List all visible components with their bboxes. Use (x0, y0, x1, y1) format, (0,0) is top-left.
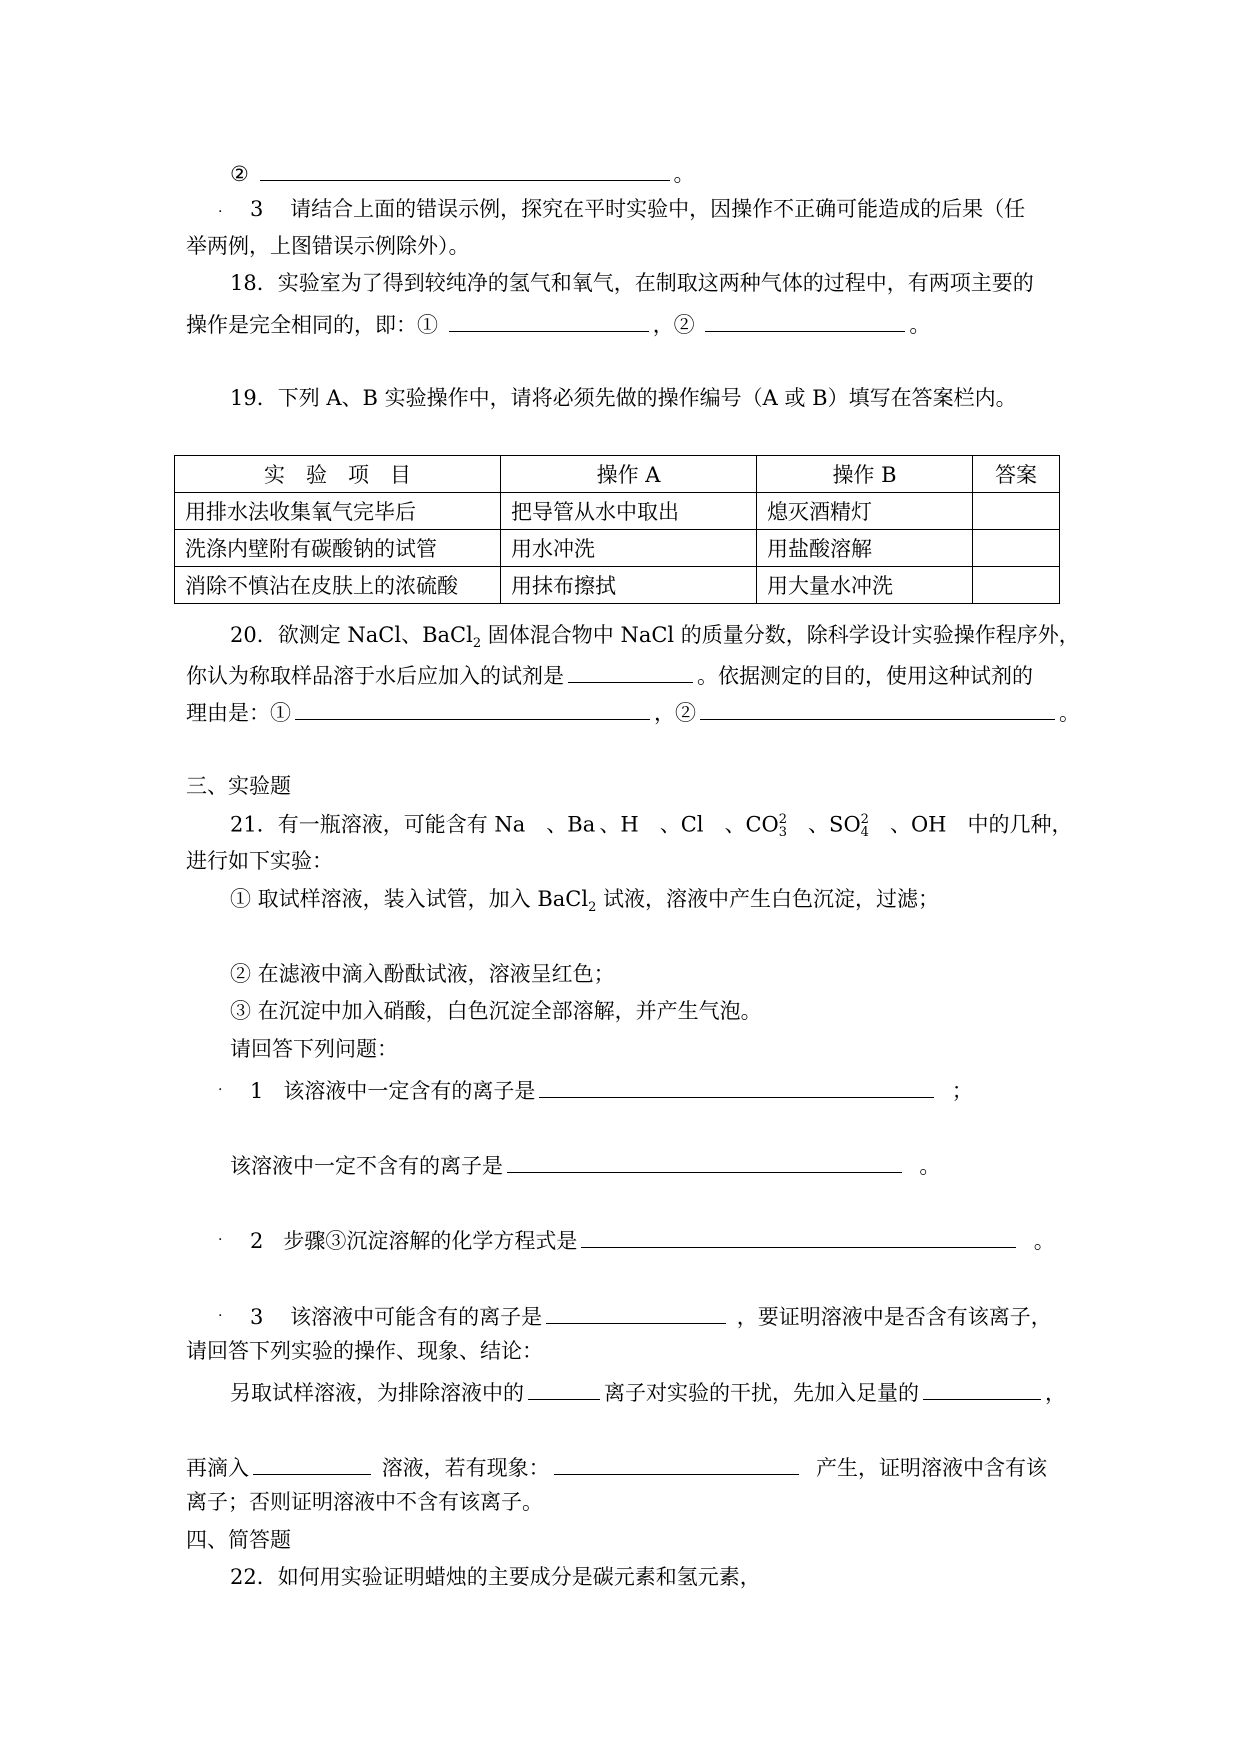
table-cell: 用抹布擦拭 (501, 567, 757, 604)
table-cell: 洗涤内壁附有碳酸钠的试管 (175, 530, 501, 567)
q21-line2: 进行如下实验： (186, 849, 333, 873)
answer-cell[interactable] (973, 493, 1060, 530)
bullet-dot: . (218, 1228, 223, 1244)
q20-line3: 理由是：① ，② 。 (186, 701, 1080, 725)
q21-sub3: 3 该溶液中可能含有的离子是 ，要证明溶液中是否含有该离子， (250, 1305, 1052, 1329)
bullet-dot: . (218, 200, 223, 216)
answer-blank[interactable] (253, 1454, 371, 1475)
table-cell: 用排水法收集氧气完毕后 (175, 493, 501, 530)
table-cell: 把导管从水中取出 (501, 493, 757, 530)
answer-blank[interactable] (705, 311, 905, 332)
q21-line1: 21．有一瓶溶液，可能含有 Na 、Ba 、H 、Cl 、CO 2 3 、SO 2 4 、OH 中的几种， (230, 812, 1073, 840)
answer-blank[interactable] (449, 311, 649, 332)
q17-sub3: 3 请结合上面的错误示例，探究在平时实验中，因操作不正确可能造成的后果（任 (250, 197, 1026, 221)
table-header: 答案 (973, 456, 1060, 493)
table-row (175, 530, 1060, 567)
answer-blank[interactable] (507, 1152, 902, 1173)
answer-blank[interactable] (581, 1227, 1016, 1248)
table-cell: 用大量水冲洗 (757, 567, 973, 604)
table-cell: 用水冲洗 (501, 530, 757, 567)
section-title: 三、实验题 (186, 774, 291, 798)
q19-text: 19．下列 A、B 实验操作中，请将必须先做的操作编号（A 或 B）填写在答案栏内。 (230, 386, 1017, 410)
answer-blank[interactable] (539, 1077, 934, 1098)
q17-sub3-cont: 举两例，上图错误示例除外）。 (186, 234, 470, 258)
q21-sub3-line3: 另取试样溶液，为排除溶液中的 离子对实验的干扰，先加入足量的 ， (230, 1381, 1066, 1405)
table-row (175, 567, 1060, 604)
q21-sub1: 1 该溶液中一定含有的离子是 ； (250, 1079, 973, 1103)
answer-blank[interactable] (554, 1454, 799, 1475)
table-header: 操作 B (757, 456, 973, 493)
table-cell: 用盐酸溶解 (757, 530, 973, 567)
q21-ask: 请回答下列问题： (230, 1037, 398, 1061)
answer-blank[interactable] (568, 662, 693, 683)
table-header-row (175, 456, 1060, 493)
q18-line2: 操作是完全相同的，即：① ，② 。 (186, 313, 931, 337)
q21-sub3-line2: 请回答下列实验的操作、现象、结论： (186, 1339, 543, 1363)
answer-cell[interactable] (973, 530, 1060, 567)
q20-line1: 20．欲测定 NaCl、BaCl$_2$ 固体混合物中 NaCl 的质量分数，除科学设计实验操作程序外， (230, 623, 1080, 652)
table-row (175, 493, 1060, 530)
answer-cell[interactable] (973, 567, 1060, 604)
q21-sub3-line5: 离子；否则证明溶液中不含有该离子。 (186, 1490, 543, 1514)
table-header: 实 验 项 目 (175, 456, 501, 493)
q21-sub1-line2: 该溶液中一定不含有的离子是 。 (230, 1154, 941, 1178)
q21-sub2: 2 步骤③沉淀溶解的化学方程式是 。 (250, 1229, 1055, 1253)
answer-blank[interactable] (546, 1303, 726, 1324)
answer-blank[interactable] (700, 699, 1055, 720)
q22-text: 22．如何用实验证明蜡烛的主要成分是碳元素和氢元素， (230, 1565, 761, 1589)
experiment-table (174, 455, 1060, 604)
q20-line2: 你认为称取样品溶于水后应加入的试剂是 。依据测定的目的，使用这种试剂的 (186, 664, 1033, 688)
answer-blank[interactable] (260, 160, 670, 181)
q18-line1: 18．实验室为了得到较纯净的氢气和氧气，在制取这两种气体的过程中，有两项主要的 (230, 271, 1034, 295)
table-header: 操作 A (501, 456, 757, 493)
section-title: 四、简答题 (186, 1528, 291, 1552)
q21-step1: ① 取试样溶液，装入试管，加入 BaCl$_2$ 试液，溶液中产生白色沉淀，过滤； (230, 887, 940, 916)
answer-blank[interactable] (528, 1379, 600, 1400)
q21-sub3-line4: 再滴入 溶液，若有现象： 产生，证明溶液中含有该 (186, 1456, 1048, 1480)
q17-item2: ② 。 (230, 162, 695, 186)
table-cell: 消除不慎沾在皮肤上的浓硫酸 (175, 567, 501, 604)
bullet-dot: . (218, 1304, 223, 1320)
answer-blank[interactable] (923, 1379, 1041, 1400)
table-cell: 熄灭酒精灯 (757, 493, 973, 530)
answer-blank[interactable] (295, 699, 650, 720)
q21-step2: ② 在滤液中滴入酚酞试液，溶液呈红色； (230, 962, 615, 986)
q21-step3: ③ 在沉淀中加入硝酸，白色沉淀全部溶解，并产生气泡。 (230, 999, 762, 1023)
bullet-dot: . (218, 1078, 223, 1094)
